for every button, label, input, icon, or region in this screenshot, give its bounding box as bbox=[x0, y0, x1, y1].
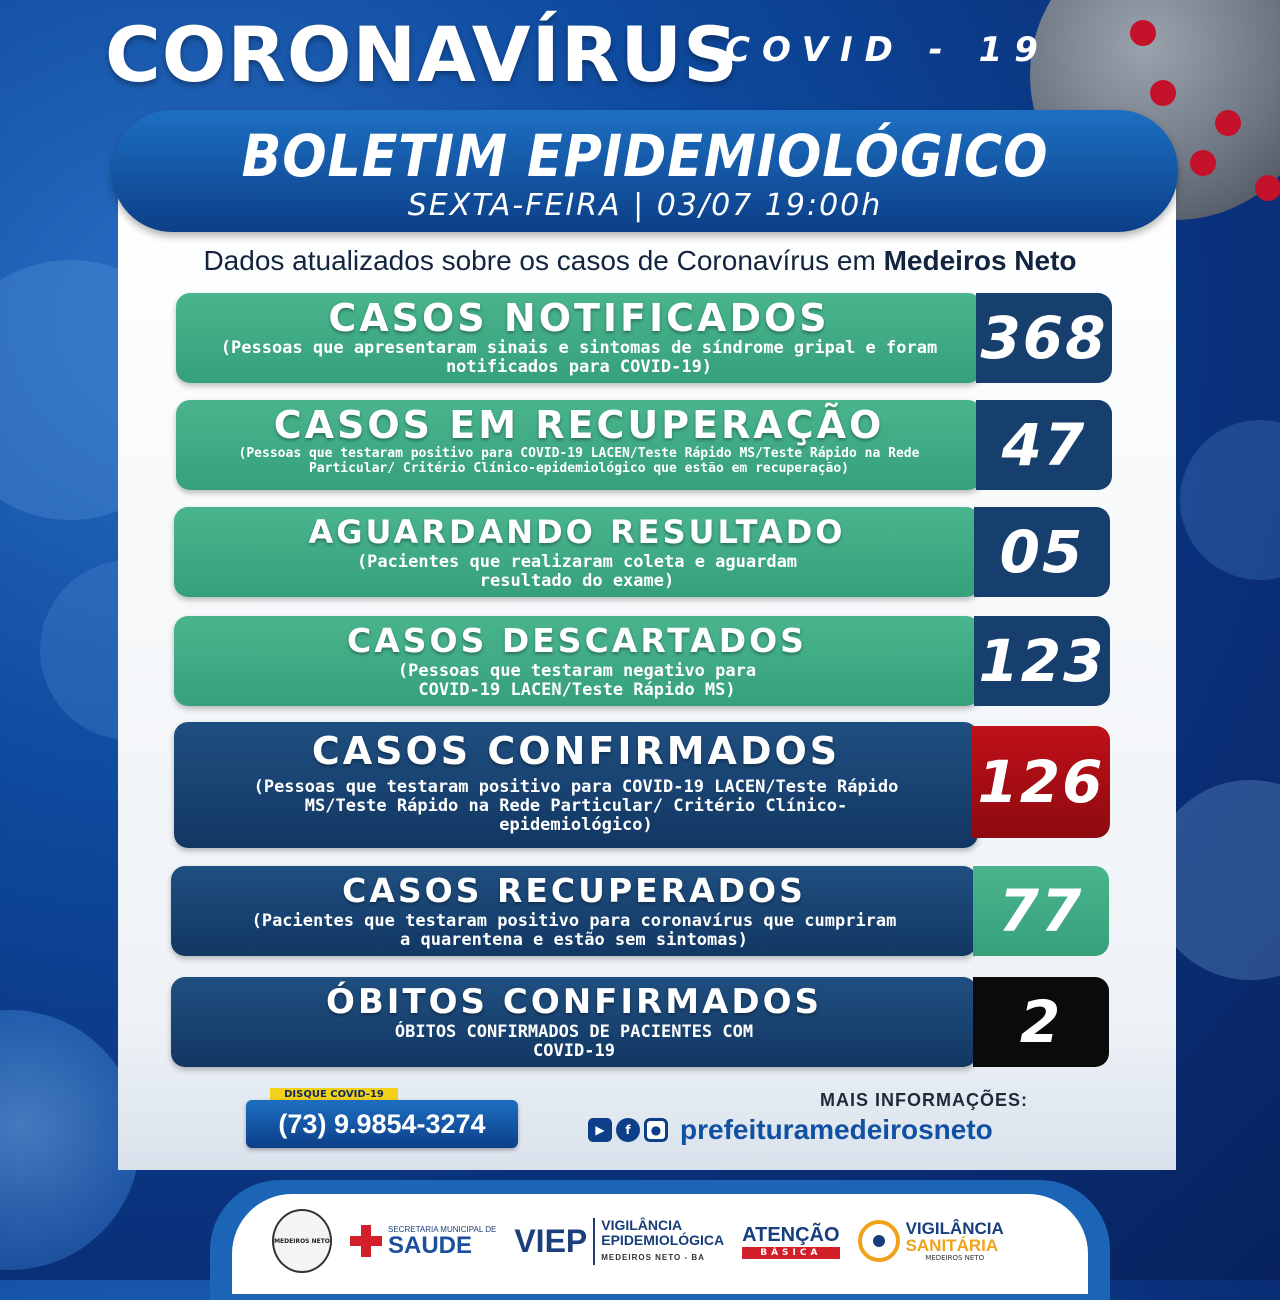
stat-card-title: CASOS NOTIFICADOS bbox=[328, 296, 830, 340]
stat-card-aguardando bbox=[174, 507, 1110, 597]
stat-card-title: CASOS RECUPERADOS bbox=[342, 871, 806, 910]
stat-card-label bbox=[171, 866, 977, 956]
stat-card-label bbox=[174, 722, 978, 848]
virus-spike bbox=[1150, 80, 1176, 106]
virus-spike bbox=[1215, 110, 1241, 136]
page-subtitle: COVID - 19 bbox=[725, 30, 1050, 70]
background-cell-shape bbox=[1180, 420, 1280, 580]
intro-city: Medeiros Neto bbox=[883, 245, 1077, 276]
stat-card-label bbox=[171, 977, 977, 1067]
stat-card-descartados bbox=[174, 616, 1110, 706]
stat-card-label bbox=[174, 616, 980, 706]
municipal-crest-logo bbox=[272, 1209, 332, 1273]
stat-card-description: ÓBITOS CONFIRMADOS DE PACIENTES COM COVID-19 bbox=[394, 1022, 754, 1061]
vigilancia-epi-line2: EPIDEMIOLÓGICA bbox=[601, 1231, 725, 1248]
bulletin-date: SEXTA-FEIRA | 03/07 19:00h bbox=[407, 188, 883, 223]
vigilancia-epidemiologica-text bbox=[593, 1218, 724, 1265]
virus-spike bbox=[1190, 150, 1216, 176]
crest-text: MEDEIROS NETO bbox=[274, 1237, 330, 1245]
stat-card-notificados bbox=[176, 293, 1112, 383]
stat-card-title: AGUARDANDO RESULTADO bbox=[308, 513, 846, 551]
stat-card-description: (Pacientes que testaram positivo para coronavírus que cumpriram a quarentena e estão sem sintomas) bbox=[251, 911, 897, 950]
stat-card-recuperacao bbox=[176, 400, 1112, 490]
stat-card-description: (Pessoas que apresentaram sinais e sintomas de síndrome gripal e foram notificados para COVID-19) bbox=[220, 338, 938, 377]
saude-logo bbox=[350, 1225, 496, 1258]
stat-card-value: 47 bbox=[976, 400, 1112, 490]
stat-card-obitos bbox=[171, 977, 1109, 1067]
stat-card-label bbox=[174, 507, 980, 597]
saude-logo-small: SECRETARIA MUNICIPAL DE bbox=[388, 1224, 497, 1234]
vig-san-line1: VIGILÂNCIA bbox=[905, 1219, 1004, 1238]
stat-card-title: ÓBITOS CONFIRMADOS bbox=[325, 982, 823, 1022]
facebook-icon[interactable]: f bbox=[616, 1118, 640, 1142]
stat-card-value: 2 bbox=[973, 977, 1109, 1067]
stat-card-description: (Pessoas que testaram positivo para COVID-19 LACEN/Teste Rápido MS/Teste Rápido na Rede Particular/ Critério Clínico-epidemiológico) bbox=[253, 777, 899, 835]
footer-logos bbox=[272, 1206, 1032, 1276]
hotline-number[interactable]: (73) 9.9854-3274 bbox=[246, 1100, 518, 1148]
vigilancia-epi-line1: VIGILÂNCIA bbox=[601, 1216, 683, 1233]
bulletin-title: BOLETIM EPIDEMIOLÓGICO bbox=[241, 122, 1049, 190]
stat-card-label bbox=[176, 400, 982, 490]
stat-card-recuperados bbox=[171, 866, 1109, 956]
page-title: CORONAVÍRUS bbox=[105, 10, 739, 99]
social-links bbox=[588, 1112, 993, 1148]
intro-sentence: Dados atualizados sobre os casos de Coronavírus em bbox=[203, 245, 884, 276]
stat-card-label bbox=[176, 293, 982, 383]
intro-text bbox=[0, 245, 1280, 277]
stat-card-value: 77 bbox=[973, 866, 1109, 956]
instagram-icon[interactable]: ● bbox=[644, 1118, 668, 1142]
hotline-tag: DISQUE COVID-19 bbox=[270, 1088, 398, 1102]
medical-cross-icon bbox=[350, 1225, 382, 1257]
stat-card-title: CASOS CONFIRMADOS bbox=[311, 729, 841, 773]
viep-logo-text: VIEP bbox=[514, 1222, 588, 1259]
atencao-basica-logo bbox=[742, 1224, 839, 1259]
vigilancia-epi-line3: MEDEIROS NETO - BA bbox=[601, 1252, 705, 1262]
stat-card-description: (Pessoas que testaram negativo para COVID-19 LACEN/Teste Rápido MS) bbox=[397, 661, 757, 700]
atencao-line1: ATENÇÃO bbox=[742, 1223, 840, 1246]
more-info-label: MAIS INFORMAÇÕES: bbox=[820, 1090, 1028, 1110]
stat-card-value: 05 bbox=[974, 507, 1110, 597]
virus-spike bbox=[1130, 20, 1156, 46]
viep-logo bbox=[514, 1218, 724, 1265]
vigilancia-sanitaria-logo bbox=[858, 1220, 1004, 1262]
social-handle[interactable]: prefeituramedeirosneto bbox=[680, 1114, 993, 1145]
youtube-icon[interactable]: ▶ bbox=[588, 1118, 612, 1142]
vig-san-line3: MEDEIROS NETO bbox=[925, 1254, 985, 1262]
stat-card-value: 368 bbox=[976, 293, 1112, 383]
atencao-line2: BÁSICA bbox=[742, 1247, 839, 1259]
stat-card-value: 123 bbox=[974, 616, 1110, 706]
vig-san-line2: SANITÁRIA bbox=[905, 1236, 999, 1255]
virus-spike bbox=[1255, 175, 1280, 201]
eye-icon bbox=[858, 1220, 900, 1262]
stat-card-value: 126 bbox=[972, 726, 1110, 838]
stat-card-title: CASOS DESCARTADOS bbox=[347, 621, 807, 660]
saude-logo-big: SAUDE bbox=[388, 1231, 473, 1259]
stat-card-description: (Pacientes que realizaram coleta e aguardam resultado do exame) bbox=[356, 552, 798, 591]
stat-card-description: (Pessoas que testaram positivo para COVID-19 LACEN/Teste Rápido MS/Teste Rápido na Rede Particular/ Critério Clínico-epidemiológico que estão em recuperação) bbox=[238, 446, 920, 476]
stat-card-confirmados bbox=[174, 722, 1110, 848]
stat-card-title: CASOS EM RECUPERAÇÃO bbox=[273, 403, 885, 447]
bulletin-banner bbox=[112, 110, 1178, 232]
